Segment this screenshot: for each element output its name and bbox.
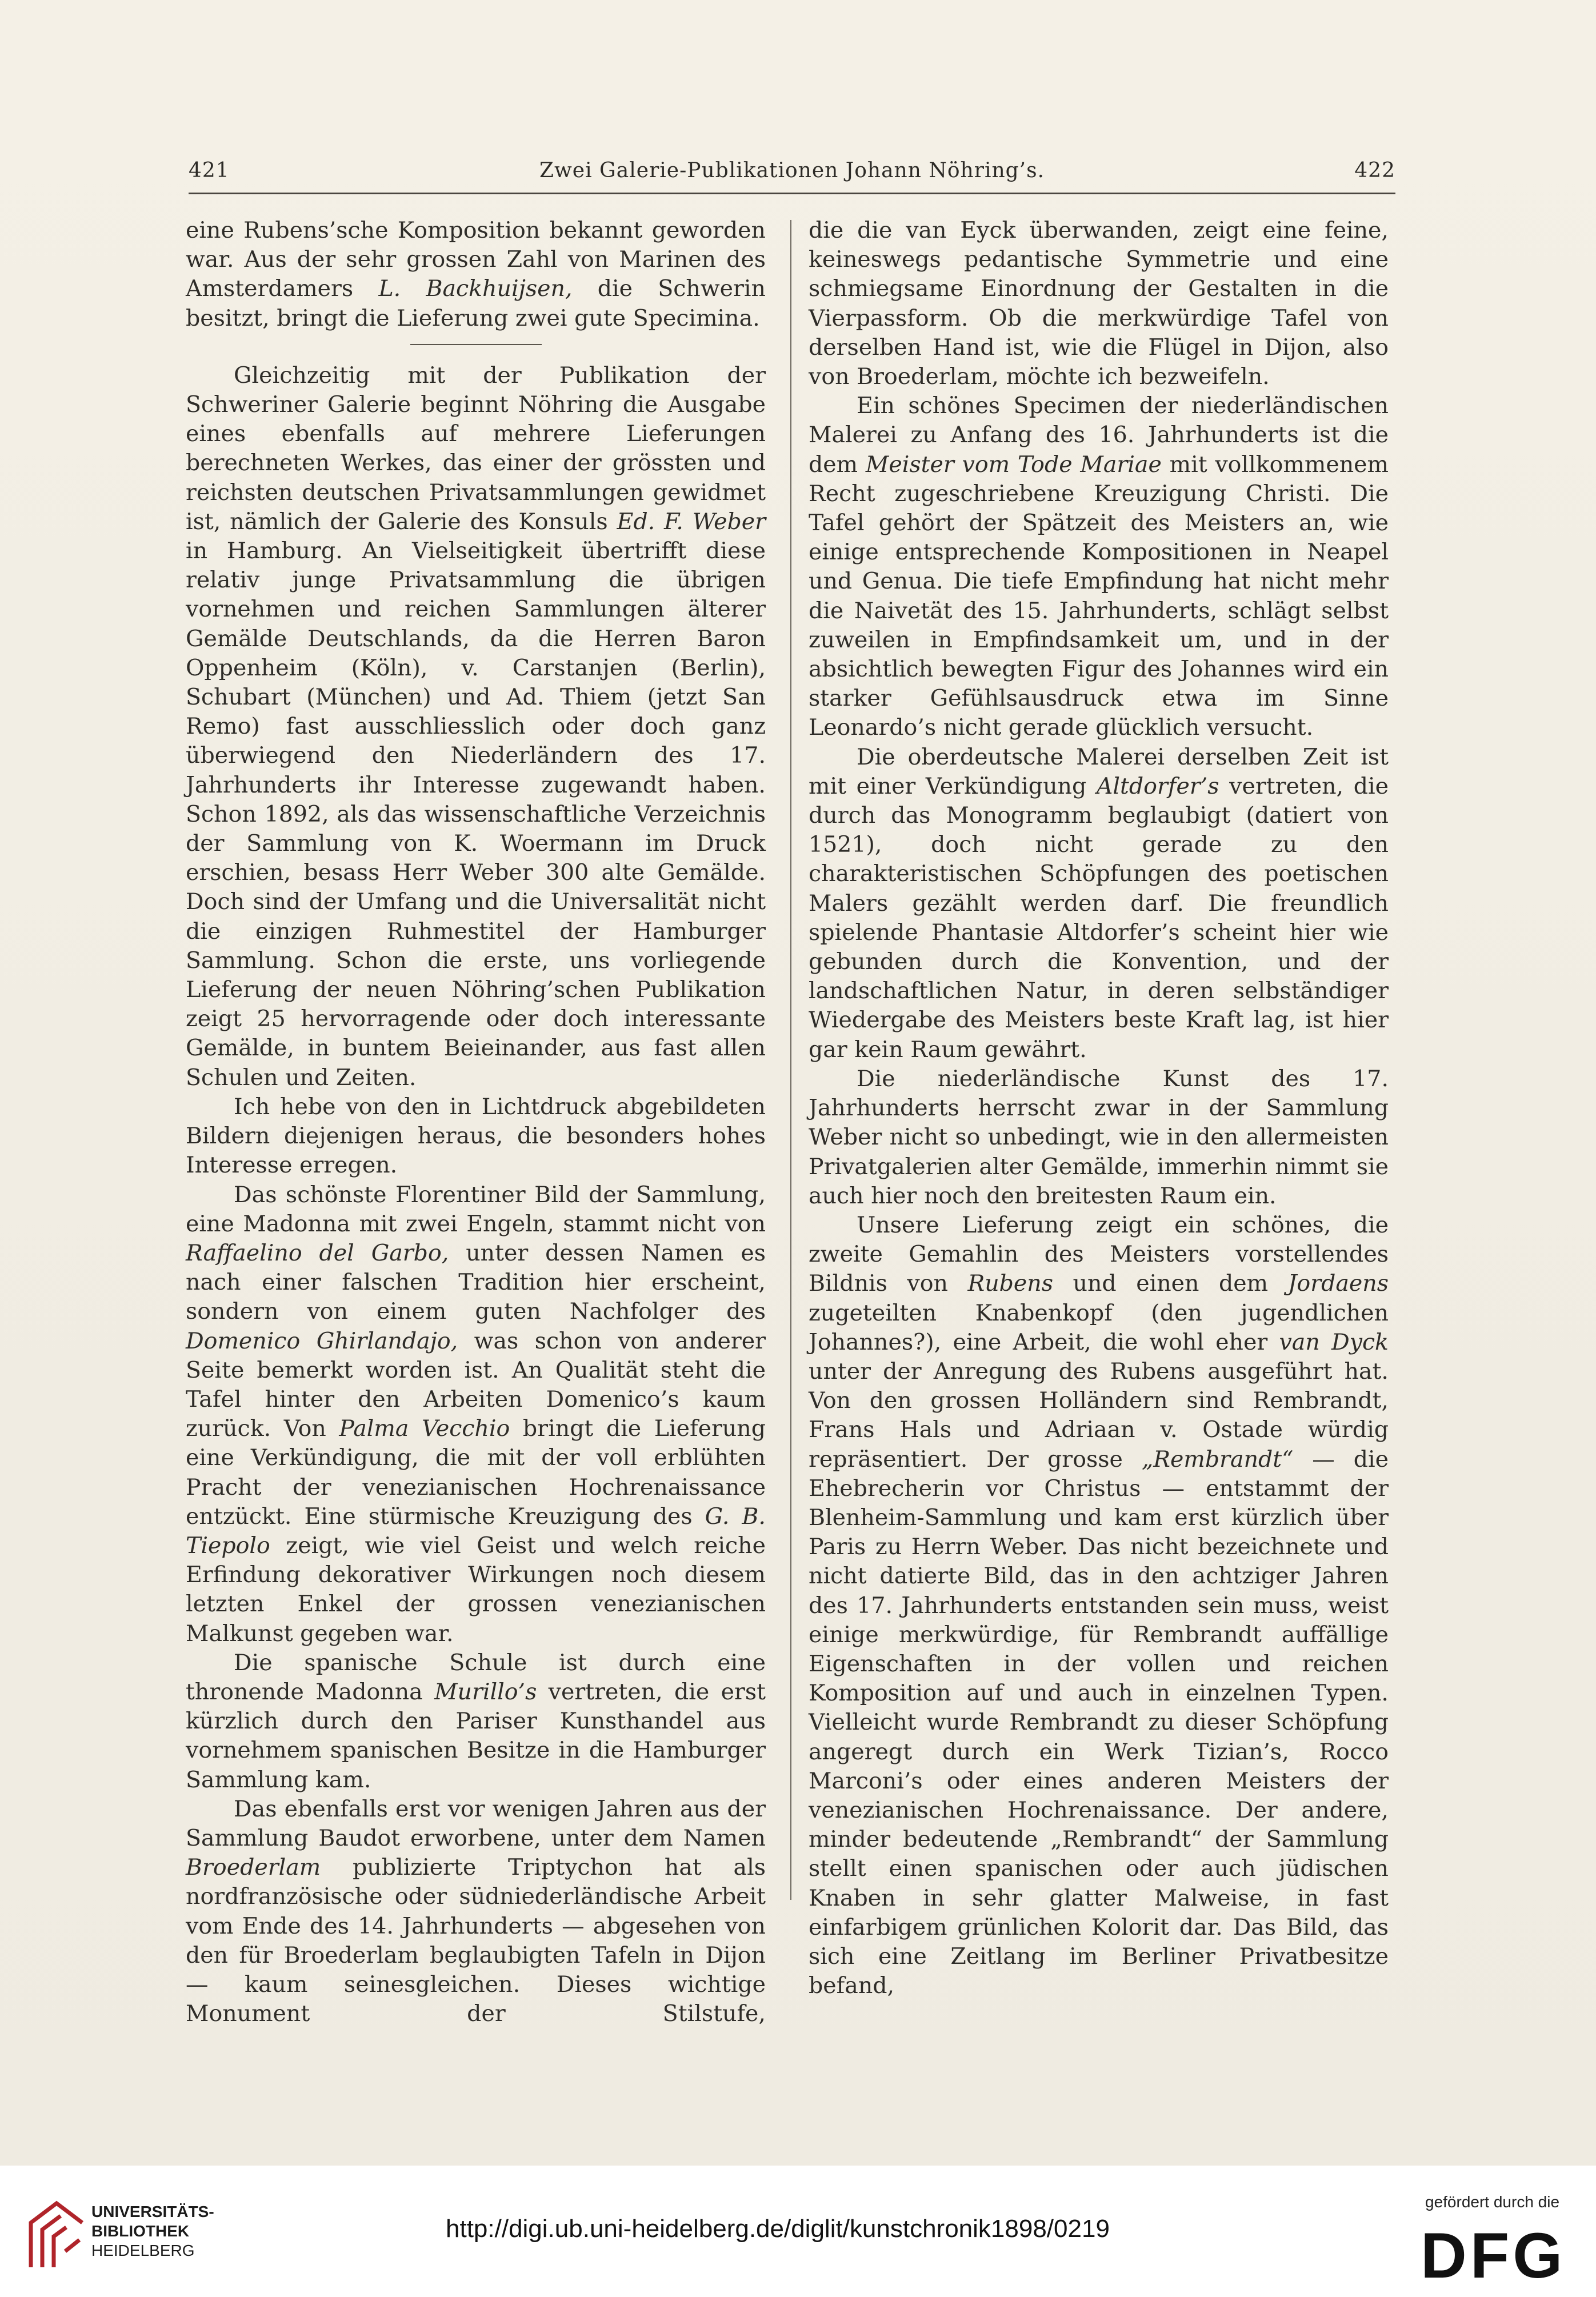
paragraph: Gleichzeitig mit der Publikation der Schweriner Galerie beginnt Nöhring die Ausgabe eines ebenfalls auf mehrere Lieferungen berechneten Werkes, das einer der grössten und reichsten deutschen Privatsammlungen gewidmet ist, nämlich der Galerie des Konsuls Ed. F. Weber in Hamburg. An Vielseitigkeit übertrifft diese relativ junge Privatsammlung die übrigen vornehmen und reichen Sammlungen älterer Gemälde Deutschlands, da die Herren Baron Oppenheim (Köln), v. Carstanjen (Berlin), Schubart (München) und Ad. Thiem (jetzt San Remo) fast ausschliesslich oder doch ganz überwiegend den Niederländern des 17. Jahrhunderts ihr Interesse zugewandt haben. Schon 1892, als das wissenschaftliche Verzeichnis der Sammlung von K. Woermann im Druck erschien, besass Herr Weber 300 alte Gemälde. Doch sind der Umfang und die Universalität nicht die einzigen Ruhmestitel der Hamburger Sammlung. Schon die erste, uns vorliegende Lieferung der neuen Nöhring’schen Publikation zeigt 25 hervorragende oder doch interessante Gemälde, in buntem Beieinander, aus fast allen Schulen und Zeiten.: [186, 362, 766, 1091]
column-divider: [790, 220, 791, 1900]
header-rule: [189, 193, 1395, 194]
paragraph: die die van Eyck überwanden, zeigt eine feine, keineswegs pedantische Symmetrie und eine schmiegsame Einordnung der Gestalten in die Vierpassform. Ob die merkwürdige Tafel von derselben Hand ist, wie die Flügel in Dijon, also von Broederlam, möchte ich bezweifeln.: [809, 217, 1389, 390]
section-separator: [410, 344, 542, 345]
university-library-name[interactable]: [91, 2202, 214, 2260]
dfg-logo[interactable]: DFG: [1421, 2220, 1566, 2291]
page-number-right: 422: [1354, 159, 1395, 182]
library-line-2: BIBLIOTHEK: [91, 2222, 190, 2240]
paragraph: Unsere Lieferung zeigt ein schönes, die zweite Gemahlin des Meisters vorstellendes Bildnis von Rubens und einen dem Jordaens zugeteilten Knabenkopf (den jugendlichen Johannes?), eine Arbeit, die wohl eher van Dyck unter der Anregung des Rubens ausgeführt hat. Von den grossen Holländern sind Rembrandt, Frans Hals und Adriaan v. Ostade würdig repräsentiert. Der grosse „Rembrandt“ — die Ehebrecherin vor Christus — entstammt der Blenheim-Sammlung und kam erst kürzlich über Paris zu Herrn Weber. Das nicht bezeichnete und nicht datierte Bild, das in den achtziger Jahren des 17. Jahrhunderts entstanden sein muss, weist einige merkwürdige, für Rembrandt auffällige Eigenschaften in der vollen und reichen Komposition auf und auch in einzelnen Typen. Vielleicht wurde Rembrandt zu dieser Schöpfung angeregt durch ein Werk Tizian’s, Rocco Marconi’s oder eines anderen Meisters der venezianischen Hochrenaissance. Der andere, minder bedeutende „Rembrandt“ der Sammlung stellt einen spanischen oder auch jüdischen Knaben in sehr glatter Malweise, in fast einfarbigem grünlichen Kolorit dar. Das Bild, das sich eine Zeitlang im Berliner Privatbesitze befand,: [809, 1211, 1389, 1999]
permalink-url[interactable]: http://digi.ub.uni-heidelberg.de/diglit/kunstchronik1898/0219: [446, 2215, 1110, 2243]
university-library-logo-icon[interactable]: [25, 2200, 88, 2274]
funding-note: gefördert durch die: [1425, 2193, 1560, 2211]
paragraph: eine Rubens’sche Komposition bekannt geworden war. Aus der sehr grossen Zahl von Marinen des Amsterdamers L. Backhuijsen, die Schwerin besitzt, bringt die Lieferung zwei gute Specimina.: [186, 217, 766, 331]
left-column: [186, 216, 766, 2028]
paragraph: Ein schönes Specimen der niederländischen Malerei zu Anfang des 16. Jahrhunderts ist die dem Meister vom Tode Mariae mit vollkommenem Recht zugeschriebene Kreuzigung Christi. Die Tafel gehört der Spätzeit des Meisters an, wie einige entsprechende Kompositionen in Neapel und Genua. Die tiefe Empfindung hat nicht mehr die Naivetät des 15. Jahrhunderts, schlägt selbst zuweilen in Empfindsamkeit um, und in der absichtlich bewegten Figur des Johannes wird ein starker Gefühlsausdruck etwa im Sinne Leonardo’s nicht gerade glücklich versucht.: [809, 393, 1389, 741]
paragraph: Die oberdeutsche Malerei derselben Zeit ist mit einer Verkündigung Altdorfer’s vertreten, die durch das Monogramm beglaubigt (datiert von 1521), doch nicht gerade zu den charakteristischen Schöpfungen des poetischen Malers gezählt werden darf. Die freundlich spielende Phantasie Altdorfer’s scheint hier wie gebunden durch die Konvention, und der landschaftlichen Natur, in deren selbständiger Wiedergabe des Meisters beste Kraft lag, ist hier gar kein Raum gewährt.: [809, 743, 1389, 1063]
paragraph: Ich hebe von den in Lichtdruck abgebildeten Bildern diejenigen heraus, die besonders hohes Interesse erregen.: [186, 1093, 766, 1179]
running-header: [189, 159, 1395, 190]
running-title: Zwei Galerie-Publikationen Johann Nöhring’s.: [539, 159, 1045, 182]
library-line-3: HEIDELBERG: [91, 2242, 195, 2259]
paragraph: Die spanische Schule ist durch eine thronende Madonna Murillo’s vertreten, die erst kürzlich durch den Pariser Kunsthandel aus vornehmem spanischen Besitze in die Hamburger Sammlung kam.: [186, 1649, 766, 1793]
footer-bar: [0, 2166, 1596, 2297]
right-column: [809, 216, 1389, 2000]
paragraph: Das ebenfalls erst vor wenigen Jahren aus der Sammlung Baudot erworbene, unter dem Namen Broederlam publizierte Triptychon hat als nordfranzösische oder südniederländische Arbeit vom Ende des 14. Jahrhunderts — abgesehen von den für Broederlam beglaubigten Tafeln in Dijon — kaum seinesgleichen. Dieses wichtige Monument der Stilstufe,: [186, 1795, 766, 2027]
paragraph: Die niederländische Kunst des 17. Jahrhunderts herrscht zwar in der Sammlung Weber nicht so unbedingt, wie in den allermeisten Privatgalerien alter Gemälde, immerhin nimmt sie auch hier noch den breitesten Raum ein.: [809, 1065, 1389, 1209]
paragraph: Das schönste Florentiner Bild der Sammlung, eine Madonna mit zwei Engeln, stammt nicht von Raffaelino del Garbo, unter dessen Namen es nach einer falschen Tradition hier erscheint, sondern von einem guten Nachfolger des Domenico Ghirlandajo, was schon von anderer Seite bemerkt worden ist. An Qualität steht die Tafel hinter den Arbeiten Domenico’s kaum zurück. Von Palma Vecchio bringt die Lieferung eine Verkündigung, die mit der voll erblühten Pracht der venezianischen Hochrenaissance entzückt. Eine stürmische Kreuzigung des G. B. Tiepolo zeigt, wie viel Geist und welch reiche Erfindung dekorativer Wirkungen noch diesem letzten Enkel der grossen venezianischen Malkunst gegeben war.: [186, 1181, 766, 1647]
library-line-1: UNIVERSITÄTS-: [91, 2203, 214, 2220]
page-number-left: 421: [189, 159, 230, 182]
